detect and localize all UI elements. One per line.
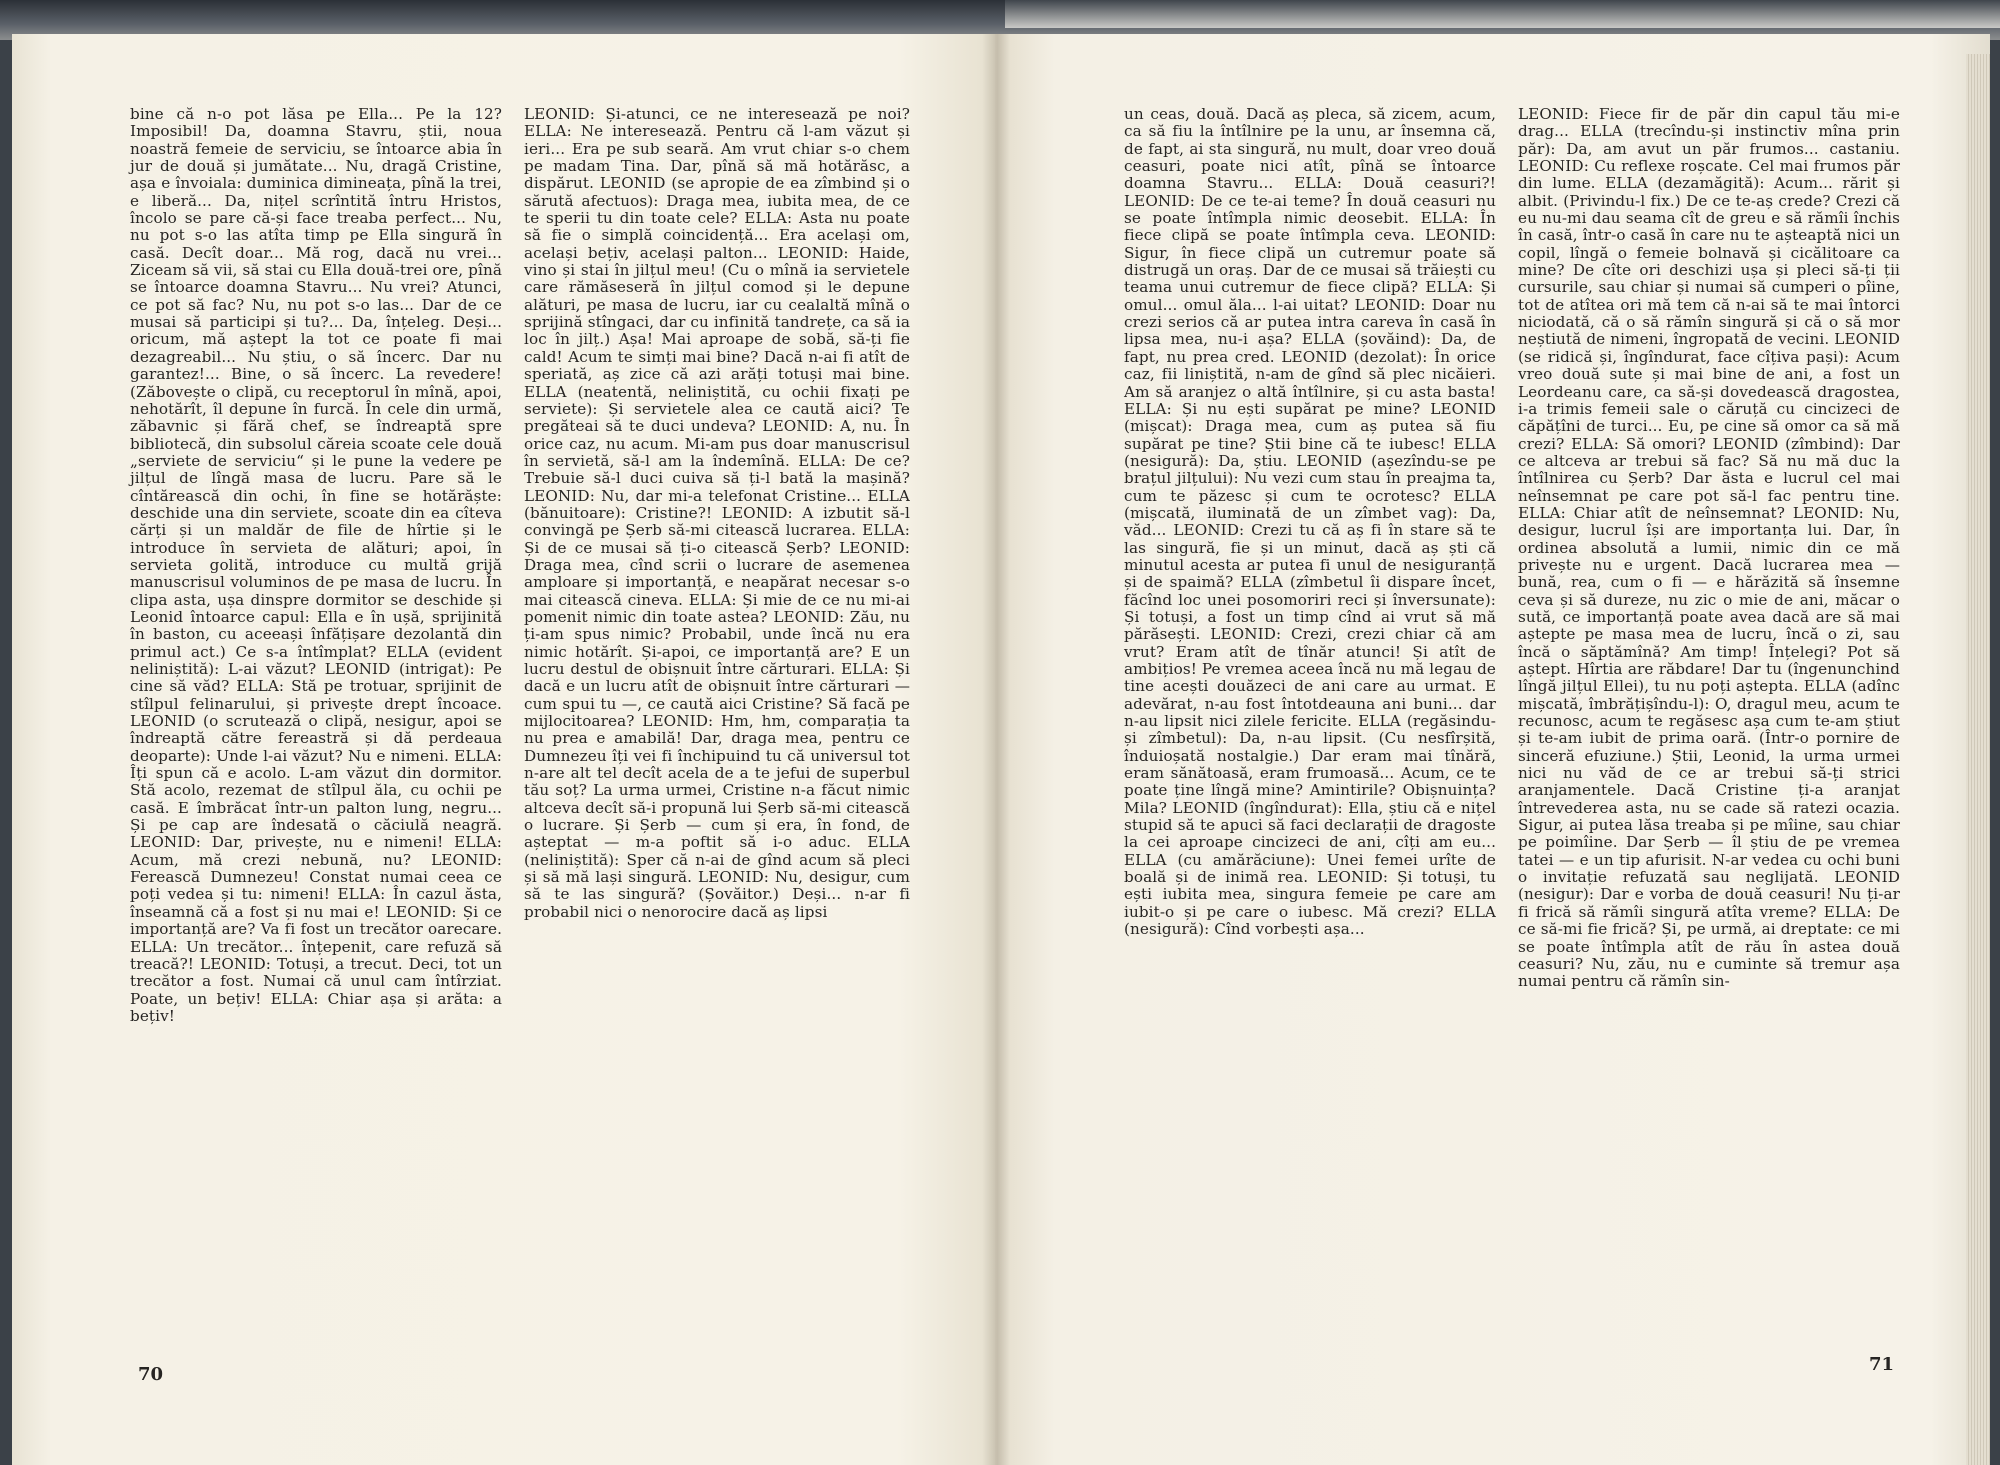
column-text: LEONID: Fiece fir de păr din capul tău mi-e drag... ELLA (trecîndu-și instinctiv mîna prin păr): Da, am avut un păr frumos... castaniu. LEONID: Cu reflexe roșcate. Cel mai frumos păr din lume. ELLA (dezamăgită): Acum... rărit și albit. (Privindu-l fix.) De ce te-aș crede? Crezi că eu nu-mi dau seama cît de greu e să rămîi închis în casă, într-o casă în care nu te așteaptă nici un copil, lîngă o femeie bolnavă și cicălitoare ca mine? De cîte ori deschizi ușa și pleci să-ți ții cursurile, sau chiar și numai să cumperi o pîine, tot de atîtea ori mă tem că n-ai să te mai întorci niciodată, că o să rămîn singură și că o să mor neștiută de nimeni, îngropată de vecini. LEONID (se ridică și, îngîndurat, face cîțiva pași): Acum vreo două sute și mai bine de ani, a fost un Leordeanu care, ca să-și dovedească dragostea, i-a trimis femeii sale o căruță cu cincizeci de căpățîni de turci... Eu, pe cine să omor ca să mă crezi? ELLA: Să omori? LEONID (zîmbind): Dar ce altceva ar trebui să fac? Să nu mă duc la întîlnirea cu Șerb? Dar ăsta e lucrul cel mai neînsemnat pe care pot să-l fac pentru tine. ELLA: Chiar atît de neînsemnat? LEONID: Nu, desigur, lucrul își are importanța lui. Dar, în ordinea absolută a lumii, nimic din ce mă privește nu e urgent. Dacă lucrarea mea — bună, rea, cum o fi — e hărăzită să însemne ceva și să dureze, nu zic o mie de ani, măcar o sută, ce importanță poate avea dacă are să mai aștepte pe masa mea de lucru, încă o zi, sau încă o săptămînă? Am timp! Înțelegi? Pot să aștept. Hîrtia are răbdare! Dar tu (îngenunchind lîngă jilțul Ellei), tu nu poți aștepta. ELLA (adînc mișcată, îmbrățișîndu-l): O, dragul meu, acum te recunosc, acum te regăsesc așa cum te-am știut și te-am iubit de prima oară. (Într-o pornire de sinceră efuziune.) Știi, Leonid, la urma urmei nici nu văd de ce ar trebui să-ți strici aranjamentele. Dacă Cristine ți-a aranjat întrevederea asta, nu se cade să ratezi ocazia. Sigur, ai putea lăsa treaba și pe mîine, sau chiar pe poimîine. Dar Șerb — îl știu de pe vremea tatei — e un tip afurisit. N-ar vedea cu ochi buni o invitație refuzată sau neglijată. LEONID (nesigur): Dar e vorba de două ceasuri! Nu ți-ar fi frică să rămîi singură atîta vreme? ELLA: De ce să-mi fie frică? Și, pe urmă, ai dreptate: ce mi se poate întîmpla atît de rău în astea două ceasuri? Nu, zău, nu e cuminte să tremur așa numai pentru că rămîn sin- [1518, 105, 1900, 991]
right-page-column-1 [1124, 106, 1496, 939]
page-number-right: 71 [1869, 1354, 1895, 1375]
left-page-column-1 [130, 106, 502, 1025]
left-page [12, 34, 995, 1465]
right-page [995, 34, 1990, 1465]
left-page-column-2 [524, 106, 910, 921]
right-page-column-2 [1518, 106, 1900, 991]
column-text: un ceas, două. Dacă aș pleca, să zicem, acum, ca să fiu la întîlnire pe la unu, ar însemna că, de fapt, ai sta singură, nu mult, doar vreo două ceasuri, poate nici atît, pînă se întoarce doamna Stavru... ELLA: Două ceasuri?! LEONID: De ce te-ai teme? În două ceasuri nu se poate întîmpla nimic deosebit. ELLA: În fiece clipă se poate întîmpla ceva. LEONID: Sigur, în fiece clipă un cutremur poate să distrugă un oraș. Dar de ce musai să trăiești cu teama unui cutremur de fiece clipă? ELLA: Și omul... omul ăla... l-ai uitat? LEONID: Doar nu crezi serios că ar putea intra careva în casă în lipsa mea, nu-i așa? ELLA (șovăind): Da, de fapt, nu prea cred. LEONID (dezolat): În orice caz, fii liniștită, n-am de gînd să plec nicăieri. Am să aranjez o altă întîlnire, și cu asta basta! ELLA: Și nu ești supărat pe mine? LEONID (mișcat): Draga mea, cum aș putea să fiu supărat pe tine? Știi bine că te iubesc! ELLA (nesigură): Da, știu. LEONID (așezîndu-se pe brațul jilțului): Nu vezi cum stau în preajma ta, cum te păzesc și cum te ocrotesc? ELLA (mișcată, iluminată de un zîmbet vag): Da, văd... LEONID: Crezi tu că aș fi în stare să te las singură, fie și un minut, dacă aș ști că minutul acesta ar putea fi unul de nesiguranță și de spaimă? ELLA (zîmbetul îi dispare încet, făcînd loc unei posomoriri reci și înversunate): Și totuși, a fost un timp cînd ai vrut să mă părăsești. LEONID: Crezi, crezi chiar că am vrut? Eram atît de tînăr atunci! Și atît de ambițios! Pe vremea aceea încă nu mă legau de tine acești douăzeci de ani care au urmat. E adevărat, n-au fost întotdeauna ani buni... dar n-au lipsit nici zilele fericite. ELLA (regăsindu-și zîmbetul): Da, n-au lipsit. (Cu nesfîrșită, înduioșată nostalgie.) Dar eram mai tînără, eram sănătoasă, eram frumoasă... Acum, ce te poate ține lîngă mine? Amintirile? Obișnuința? Mila? LEONID (îngîndurat): Ella, știu că e nițel stupid să te apuci să faci declarații de dragoste la cei aproape cincizeci de ani, cîți am eu... ELLA (cu amărăciune): Unei femei urîte de boală și de inimă rea. LEONID: Și totuși, tu ești iubita mea, singura femeie pe care am iubit-o și pe care o iubesc. Mă crezi? ELLA (nesigură): Cînd vorbești așa... [1124, 105, 1496, 939]
cover-light-strip [1005, 0, 2000, 28]
column-text: bine că n-o pot lăsa pe Ella... Pe la 12? Imposibil! Da, doamna Stavru, știi, noua noastră femeie de serviciu, se întoarce abia în jur de două și jumătate... Nu, dragă Cristine, așa e învoiala: duminica dimineața, pînă la trei, e liberă... Da, nițel scrîntită întru Hristos, încolo se pare că-și face treaba perfect... Nu, nu pot s-o las atîta timp pe Ella singură în casă. Decît doar... Mă rog, dacă nu vrei... Ziceam să vii, să stai cu Ella două-trei ore, pînă se întoarce doamna Stavru... Nu vrei? Atunci, ce pot să fac? Nu, nu pot s-o las... Dar de ce musai să participi și tu?... Da, înțeleg. Deși... oricum, mă aștept la tot ce poate fi mai dezagreabil... Nu știu, o să încerc. Dar nu garantez!... Bine, o să încerc. La revedere! (Zăbovește o clipă, cu receptorul în mînă, apoi, nehotărît, îl depune în furcă. În cele din urmă, zăbavnic și fără chef, se îndreaptă spre bibliotecă, din subsolul căreia scoate cele două „serviete de serviciu“ și le pune la vedere pe jilțul de lîngă masa de lucru. Pare să le cîntărească din ochi, în fine se hotărăște: deschide una din serviete, scoate din ea cîteva cărți și un maldăr de file de hîrtie și le introduce în servieta de alături; apoi, în servieta golită, introduce cu multă grijă manuscrisul voluminos de pe masa de lucru. În clipa asta, ușa dinspre dormitor se deschide și Leonid întoarce capul: Ella e în ușă, sprijinită în baston, cu aceeași înfățișare dezolantă din primul act.) Ce s-a întîmplat? ELLA (evident neliniștită): L-ai văzut? LEONID (intrigat): Pe cine să văd? ELLA: Stă pe trotuar, sprijinit de stîlpul felinarului, și privește drept încoace. LEONID (o scrutează o clipă, nesigur, apoi se îndreaptă către fereastră și dă perdeaua deoparte): Unde l-ai văzut? Nu e nimeni. ELLA: Îți spun că e acolo. L-am văzut din dormitor. Stă acolo, rezemat de stîlpul ăla, cu ochii pe casă. E îmbrăcat într-un palton lung, negru... Și pe cap are îndesată o căciulă neagră. LEONID: Dar, privește, nu e nimeni! ELLA: Acum, mă crezi nebună, nu? LEONID: Ferească Dumnezeu! Constat numai ceea ce poți vedea și tu: nimeni! ELLA: În cazul ăsta, înseamnă că a fost și nu mai e! LEONID: Și ce importanță are? Va fi fost un trecător oarecare. ELLA: Un trecător... înțepenit, care refuză să treacă?! LEONID: Totuși, a trecut. Deci, tot un trecător a fost. Numai că unul cam întîrziat. Poate, un bețiv! ELLA: Chiar așa și arăta: a bețiv! [130, 105, 502, 1025]
page-edges [1966, 54, 1990, 1465]
column-text: LEONID: Și-atunci, ce ne interesează pe noi? ELLA: Ne interesează. Pentru că l-am văzut și ieri... Era pe sub seară. Am vrut chiar s-o chem pe madam Tina. Dar, pînă să mă hotărăsc, a dispărut. LEONID (se apropie de ea zîmbind și o sărută afectuos): Draga mea, iubita mea, de ce te sperii tu din toate cele? ELLA: Asta nu poate să fie o simplă coincidență... Era același om, același bețiv, același palton... LEONID: Haide, vino și stai în jilțul meu! (Cu o mînă ia servietele care rămăseseră în jilțul comod și le depune alături, pe masa de lucru, iar cu cealaltă mînă o sprijină stîngaci, dar cu infinită tandrețe, ca să ia loc în jilț.) Așa! Mai aproape de sobă, să-ți fie cald! Acum te simți mai bine? Dacă n-ai fi atît de speriată, aș zice că azi arăți totuși mai bine. ELLA (neatentă, neliniștită, cu ochii fixați pe serviete): Și servietele alea ce caută aici? Te pregăteai să te duci undeva? LEONID: A, nu. În orice caz, nu acum. Mi-am pus doar manuscrisul în servietă, să-l am la îndemînă. ELLA: De ce? Trebuie să-l duci cuiva să ți-l bată la mașină? LEONID: Nu, dar mi-a telefonat Cristine... ELLA (bănuitoare): Cristine?! LEONID: A izbutit să-l convingă pe Șerb să-mi citească lucrarea. ELLA: Și de ce musai să ți-o citească Șerb? LEONID: Draga mea, cînd scrii o lucrare de asemenea amploare și importanță, e neapărat necesar s-o mai citească cineva. ELLA: Și mie de ce nu mi-ai pomenit nimic din toate astea? LEONID: Zău, nu ți-am spus nimic? Probabil, unde încă nu era nimic hotărît. Și-apoi, ce importanță are? E un lucru destul de obișnuit între cărturari. ELLA: Și dacă e un lucru atît de obișnuit între cărturari — cum spui tu —, ce caută aici Cristine? Să facă pe mijlocitoarea? LEONID: Hm, hm, comparația ta nu prea e amabilă! Dar, draga mea, pentru ce Dumnezeu îți vei fi închipuind tu că universul tot n-are alt tel decît acela de a te jefui de superbul tău soț? La urma urmei, Cristine n-a făcut nimic altceva decît să-i propună lui Șerb să-mi citească o lucrare. Și Șerb — cum și era, în fond, de așteptat — m-a poftit să i-o aduc. ELLA (neliniștită): Sper că n-ai de gînd acum să pleci și să mă lași singură. LEONID: Nu, desigur, cum să te las singură? (Șovăitor.) Deși... n-ar fi probabil nici o nenorocire dacă aș lipsi [524, 105, 910, 921]
open-book [12, 34, 1990, 1465]
page-number-left: 70 [138, 1364, 164, 1385]
